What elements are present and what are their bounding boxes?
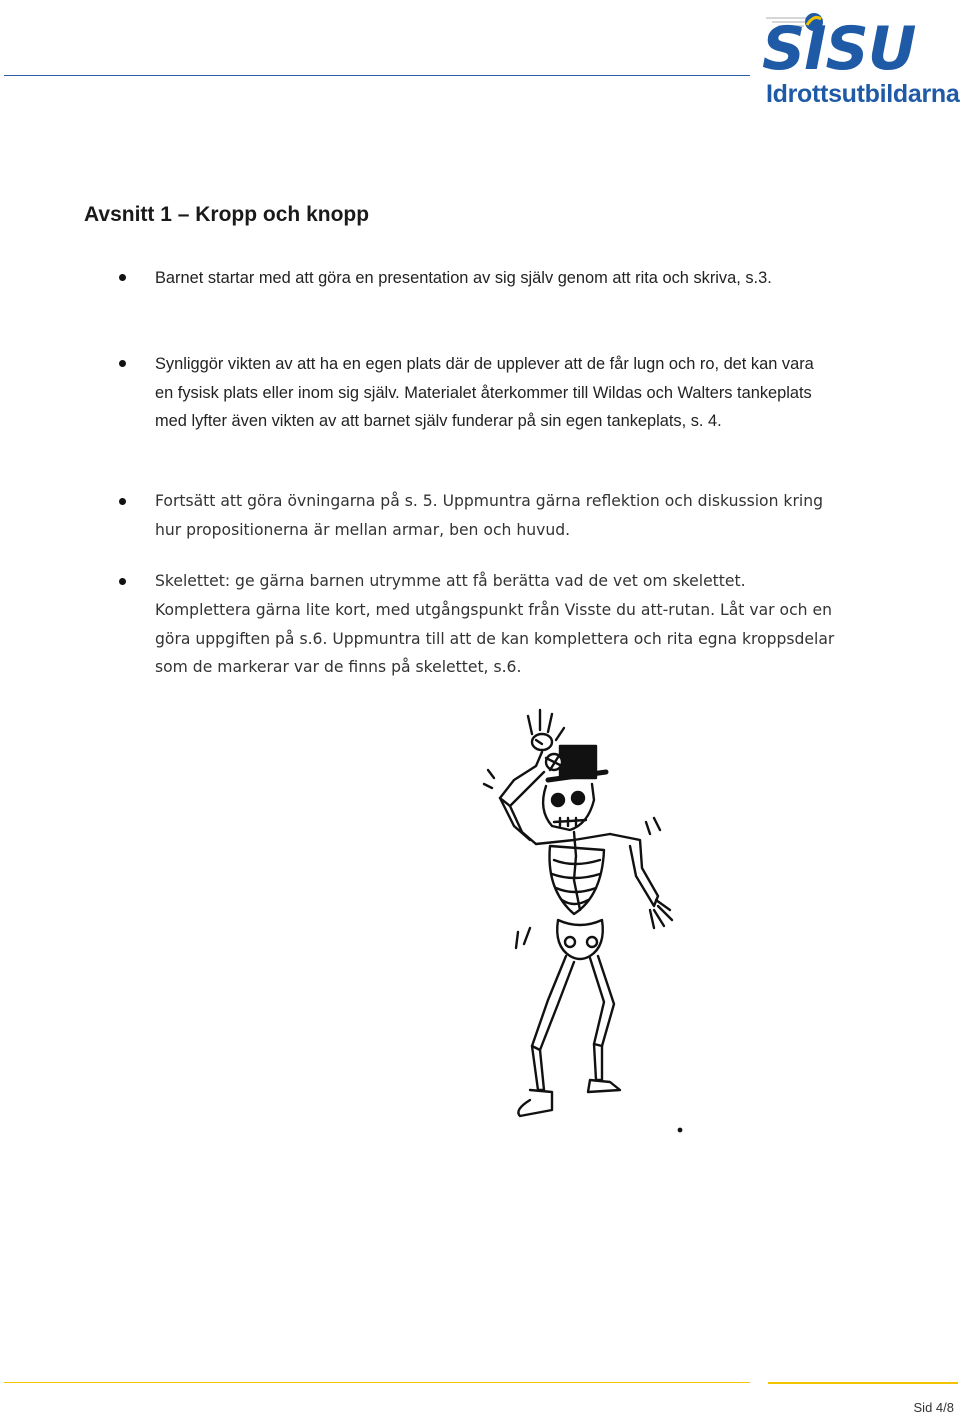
bullet-icon <box>119 578 126 585</box>
list-item-text: Fortsätt att göra övningarna på s. 5. Uppmuntra gärna reflektion och diskussion kring hur propositionerna är mellan armar, ben och huvud. <box>155 492 823 539</box>
list-item <box>155 350 835 436</box>
logo-word: SISU <box>762 14 916 84</box>
page-number: Sid 4/8 <box>913 1400 954 1415</box>
list-item <box>155 264 835 293</box>
bullet-icon <box>119 274 126 281</box>
section-title: Avsnitt 1 – Kropp och knopp <box>84 203 370 226</box>
list-item <box>155 567 835 682</box>
list-item-text: Barnet startar med att göra en presentation av sig själv genom att rita och skriva, s.3. <box>155 269 772 287</box>
footer-rule <box>4 1382 750 1383</box>
header-rule <box>4 75 750 76</box>
list-item <box>155 487 835 545</box>
list-item-text: Synliggör vikten av att ha en egen plats där de upplever att de får lugn och ro, det kan vara en fysisk plats eller inom sig själv. Materialet återkommer till Wildas och Walters tankeplats med lyfter även vikten av att barnet själv funderar på sin egen tankeplats, s. 4. <box>155 355 814 430</box>
bullet-icon <box>119 360 126 367</box>
list-item-text: Skelettet: ge gärna barnen utrymme att få berätta vad de vet om skelettet. Komplettera gärna lite kort, med utgångspunkt från Visste du att-rutan. Låt var och en göra uppgiften på s.6. Uppmuntra till att de kan komplettera och rita egna kroppsdelar som de markerar var de finns på skelettet, s.6. <box>155 572 835 677</box>
dancing-skeleton-icon <box>470 700 710 1140</box>
sisu-logo <box>762 4 958 108</box>
logo-subtitle: Idrottsutbildarna <box>766 80 960 108</box>
footer-rule-accent <box>768 1382 958 1384</box>
bullet-icon <box>119 498 126 505</box>
